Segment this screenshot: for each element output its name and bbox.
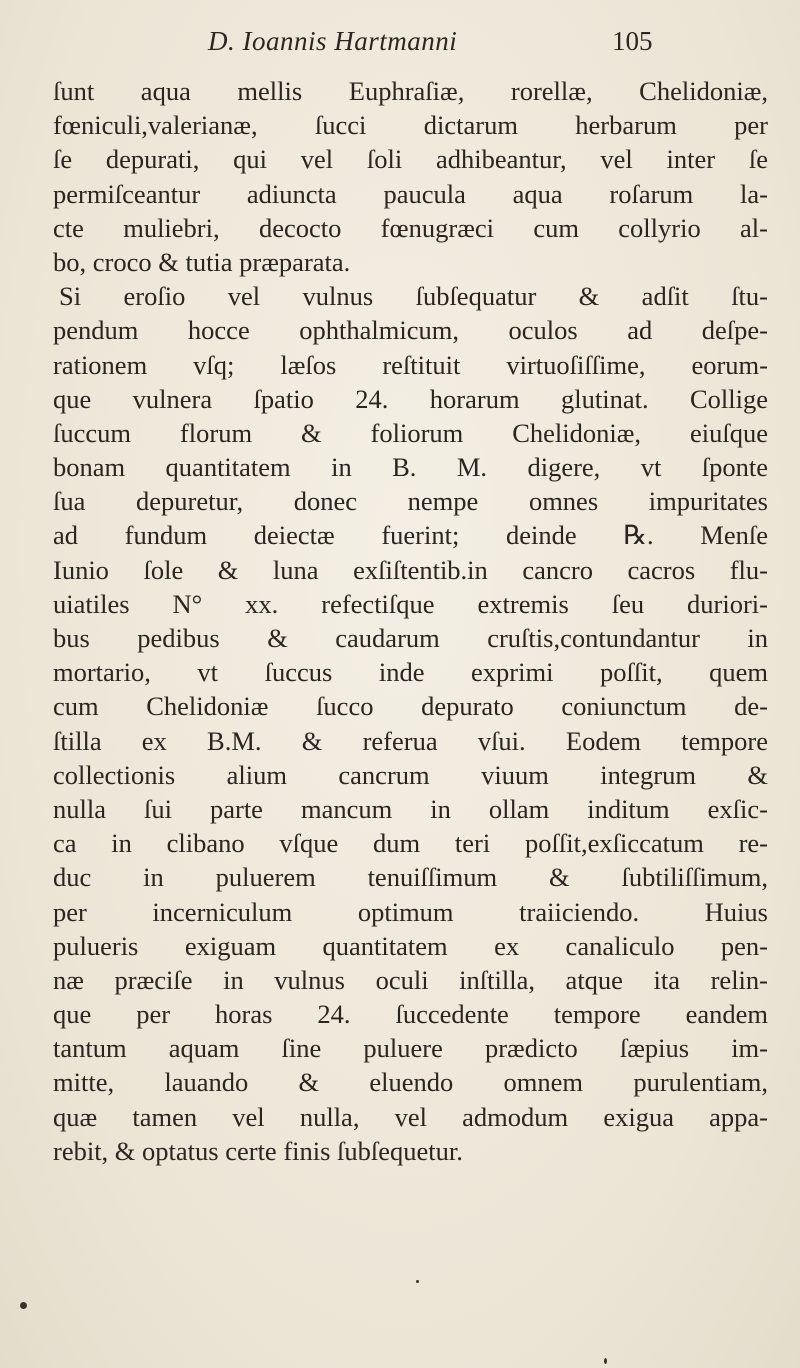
ink-speck <box>604 1358 607 1364</box>
ink-speck <box>20 1302 27 1309</box>
text-line: mitte, lauando & eluendo omnem purulentiam, <box>53 1067 768 1098</box>
text-line: permiſceantur adiuncta paucula aqua roſarum la- <box>53 178 768 209</box>
text-line: cum Chelidoniæ ſucco depurato coniunctum de- <box>53 691 768 722</box>
text-line: tantum aquam ſine puluere prædicto ſæpius im- <box>53 1033 768 1064</box>
text-line: ſuccum florum & foliorum Chelidoniæ, eiuſque <box>53 417 768 448</box>
text-line: ſtilla ex B.M. & referua vſui. Eodem tempore <box>53 725 768 756</box>
body-text <box>53 74 768 1168</box>
text-line: pulueris exiguam quantitatem ex canaliculo pen- <box>53 930 768 961</box>
text-line: rebit, & optatus certe finis ſubſequetur. <box>53 1135 463 1166</box>
running-head: D. Ioannis Hartmanni <box>208 26 458 56</box>
text-line: bonam quantitatem in B. M. digere, vt ſponte <box>53 452 768 483</box>
text-line: ad fundum deiectæ fuerint; deinde ℞. Menſe <box>53 520 768 551</box>
text-line: Iunio ſole & luna exſiſtentib.in cancro cacros flu- <box>53 554 768 585</box>
text-line: nulla ſui parte mancum in ollam inditum exſic- <box>53 793 768 824</box>
text-line: bus pedibus & caudarum cruſtis,contundantur in <box>53 623 768 653</box>
text-line: ſe depurati, qui vel ſoli adhibeantur, vel inter ſe <box>53 144 768 175</box>
text-line: rationem vſq; læſos reſtituit virtuoſiſſime, eorum- <box>53 349 768 380</box>
text-line: bo, croco & tutia præparata. <box>53 246 351 277</box>
text-line: ca in clibano vſque dum teri poſſit,exſiccatum re- <box>53 828 768 859</box>
text-line: mortario, vt ſuccus inde exprimi poſſit, quem <box>53 657 768 688</box>
text-line: næ præciſe in vulnus oculi inſtilla, atque ita relin- <box>53 964 768 995</box>
ink-speck <box>416 1280 419 1283</box>
text-line: collectionis alium cancrum viuum integrum & <box>53 759 768 790</box>
text-line: pendum hocce ophthalmicum, oculos ad deſpe- <box>53 315 768 346</box>
text-line: ſunt aqua mellis Euphraſiæ, rorellæ, Chelidoniæ, <box>53 76 768 106</box>
text-line: Si eroſio vel vulnus ſubſequatur & adſit ſtu- <box>59 281 768 312</box>
text-line: per incerniculum optimum traiiciendo. Huius <box>53 896 768 927</box>
text-line: ſua depuretur, donec nempe omnes impuritates <box>53 486 768 517</box>
page-number: 105 <box>612 26 653 56</box>
text-line: cte muliebri, decocto fœnugræci cum collyrio al- <box>53 212 768 243</box>
text-line: que vulnera ſpatio 24. horarum glutinat. Collige <box>53 383 768 414</box>
text-line: uiatiles N° xx. refectiſque extremis ſeu duriori- <box>53 588 768 619</box>
text-line: fœniculi,valerianæ, ſucci dictarum herbarum per <box>53 110 768 141</box>
text-line: que per horas 24. ſuccedente tempore eandem <box>53 999 768 1030</box>
page-header <box>0 22 800 62</box>
text-line: duc in puluerem tenuiſſimum & ſubtiliſſimum, <box>53 862 768 893</box>
text-line: quæ tamen vel nulla, vel admodum exigua appa- <box>53 1101 768 1132</box>
